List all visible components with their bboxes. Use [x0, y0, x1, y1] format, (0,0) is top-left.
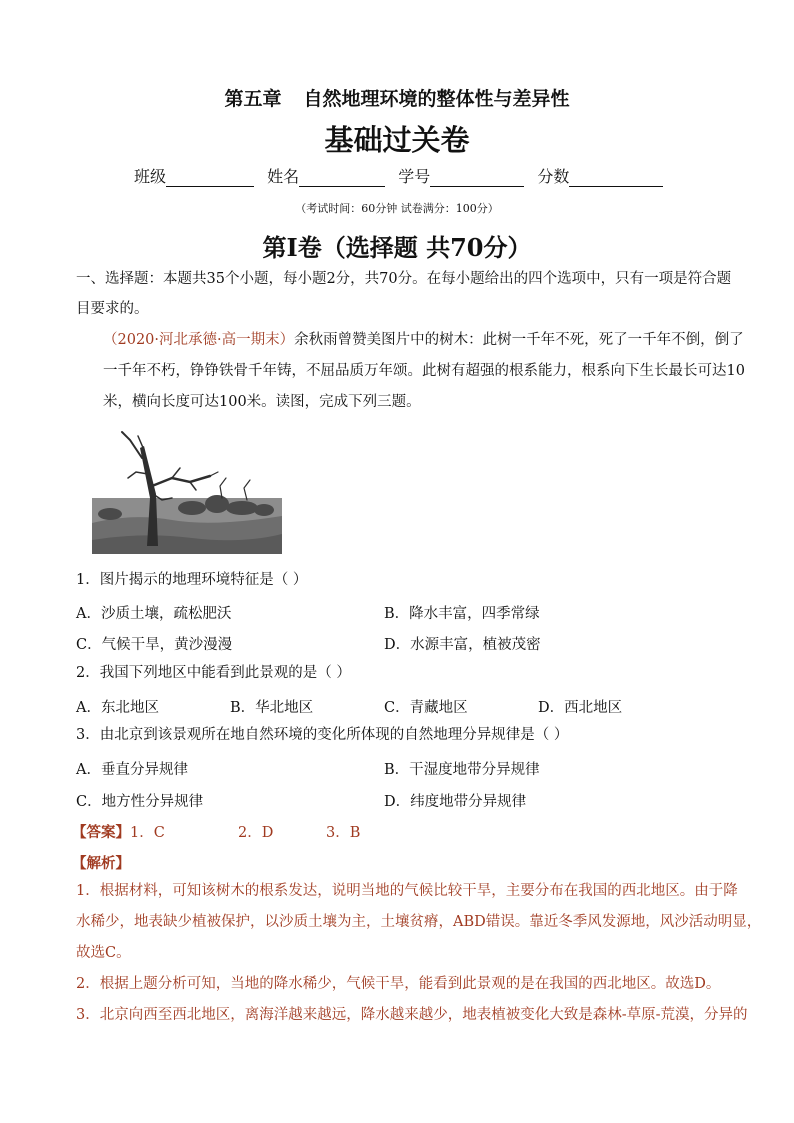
section-title: 第Ⅰ卷（选择题 共70分） [262, 233, 532, 262]
passage-line-3: 米，横向长度可达100米。读图，完成下列三题。 [103, 394, 421, 410]
passage-source: （2020·河北承德·高一期末） [103, 332, 295, 348]
class-label: 班级 [134, 167, 167, 186]
q2-option-a[interactable]: A．东北地区 [76, 700, 159, 716]
instruction-line-1: 一、选择题：本题共35个小题，每小题2分，共70分。在每小题给出的四个选项中，只有一项是符合题 [76, 271, 732, 287]
q3-option-c[interactable]: C．地方性分异规律 [76, 794, 204, 810]
name-blank[interactable] [299, 170, 385, 187]
q1-option-a[interactable]: A．沙质土壤，疏松肥沃 [76, 606, 232, 622]
answer-3: 3．B [326, 825, 361, 841]
analysis-1-line-1: 1．根据材料，可知该树木的根系发达，说明当地的气候比较干旱，主要分布在我国的西北地区。由于降 [76, 883, 738, 899]
passage-text-1: 余秋雨曾赞美图片中的树木：此树一千年不死，死了一千年不倒，倒了 [294, 332, 744, 348]
dead-tree-photo [92, 428, 282, 554]
chapter-heading [0, 84, 794, 111]
analysis-3-line-1: 3．北京向西至西北地区，离海洋越来越远，降水越来越少，地表植被变化大致是森林-草原-荒漠，分异的 [76, 1007, 748, 1023]
exam-note: （考试时间：60分钟 试卷满分：100分） [295, 202, 499, 215]
question-2-stem: 2．我国下列地区中能看到此景观的是（ ） [76, 665, 351, 681]
q1-option-b[interactable]: B．降水丰富，四季常绿 [384, 606, 540, 622]
question-3-stem: 3．由北京到该景观所在地自然环境的变化所体现的自然地理分异规律是（ ） [76, 727, 569, 743]
q2-option-b[interactable]: B．华北地区 [230, 700, 314, 716]
q1-option-c[interactable]: C．气候干旱，黄沙漫漫 [76, 637, 233, 653]
chapter-label: 第五章 [224, 88, 282, 110]
answer-1: 1．C [130, 825, 165, 841]
instruction-line-2: 目要求的。 [76, 301, 149, 317]
q2-option-d[interactable]: D．西北地区 [538, 700, 623, 716]
q3-option-b[interactable]: B．干湿度地带分异规律 [384, 762, 540, 778]
passage-line-2: 一千年不朽，铮铮铁骨千年铸，不屈品质万年颂。此树有超强的根系能力，根系向下生长最长可达10 [103, 363, 745, 379]
answer-row [72, 821, 165, 842]
paper-title: 基础过关卷 [324, 123, 470, 157]
student-info-row [134, 164, 671, 187]
q3-option-a[interactable]: A．垂直分异规律 [76, 762, 188, 778]
student-id-label: 学号 [398, 167, 431, 186]
analysis-1-line-2: 水稀少，地表缺少植被保护，以沙质土壤为主，土壤贫瘠，ABD错误。靠近冬季风发源地，风沙活动明显， [76, 914, 762, 930]
answer-2: 2．D [238, 825, 274, 841]
name-label: 姓名 [267, 167, 300, 186]
answer-tag: 【答案】 [72, 824, 130, 841]
chapter-title: 自然地理环境的整体性与差异性 [303, 88, 570, 110]
score-label: 分数 [537, 167, 570, 186]
question-1-stem: 1．图片揭示的地理环境特征是（ ） [76, 572, 308, 588]
score-blank[interactable] [569, 170, 663, 187]
q1-option-d[interactable]: D．水源丰富，植被茂密 [384, 637, 541, 653]
analysis-tag: 【解析】 [72, 855, 130, 872]
analysis-2-line-1: 2．根据上题分析可知，当地的降水稀少，气候干旱，能看到此景观的是在我国的西北地区。故选D。 [76, 976, 721, 992]
analysis-1-line-3: 故选C。 [76, 945, 131, 961]
class-blank[interactable] [166, 170, 254, 187]
q3-option-d[interactable]: D．纬度地带分异规律 [384, 794, 527, 810]
q2-option-c[interactable]: C．青藏地区 [384, 700, 468, 716]
passage-line-1 [103, 325, 744, 356]
student-id-blank[interactable] [430, 170, 524, 187]
